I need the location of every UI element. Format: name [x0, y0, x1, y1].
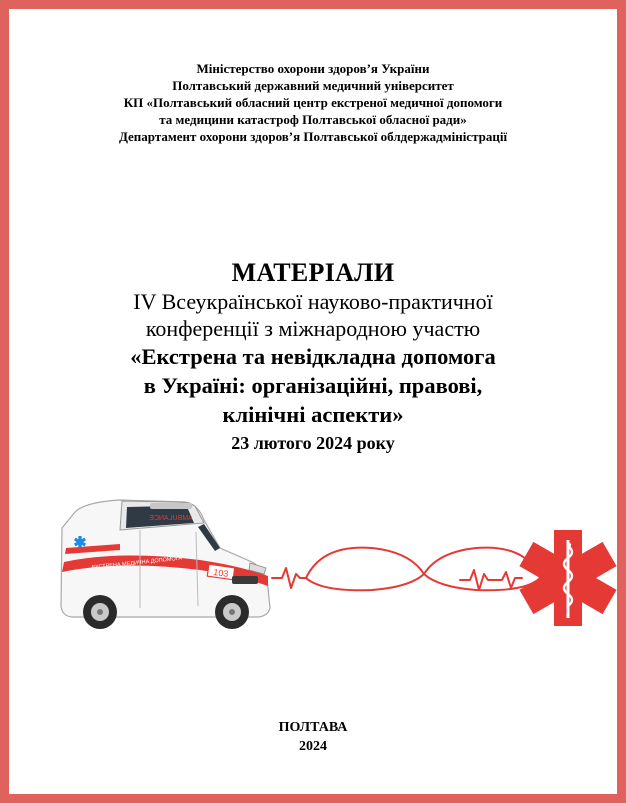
header-line-center: КП «Полтавський обласний центр екстреної медичної допомоги: [123, 95, 503, 110]
conference-line-2: конференції з міжнародною участю: [145, 316, 481, 341]
ambulance-number: 103: [212, 566, 229, 579]
header-line-center-cont: та медицини катастроф Полтавської обласної ради»: [159, 112, 467, 127]
publication-year: 2024: [299, 739, 327, 754]
conference-line-1: IV Всеукраїнської науково-практичної: [133, 289, 493, 314]
star-of-life-icon: [519, 530, 616, 626]
illustration: [0, 490, 626, 660]
publication-city: ПОЛТАВА: [278, 720, 348, 735]
footer: [0, 718, 626, 756]
header-line-department: Департамент охорони здоров’я Полтавської облдержадміністрації: [118, 129, 508, 144]
conference-theme-line-2: в Україні: організаційні, правові,: [143, 373, 483, 398]
page-title: МАТЕРІАЛИ: [231, 258, 395, 287]
ambulance-side-text: ЕКСТРЕНА МЕДИЧНА ДОПОМОГА: [91, 555, 183, 571]
title-block: [0, 258, 626, 455]
heartbeat-heart-graphic: [272, 548, 540, 591]
ambulance-image: [61, 500, 270, 629]
header-organizations: [0, 60, 626, 145]
header-line-ministry: Міністерство охорони здоров’я України: [196, 61, 430, 76]
header-line-university: Полтавський державний медичний університет: [172, 78, 454, 93]
conference-theme-line-3: клінічні аспекти»: [222, 402, 404, 427]
conference-theme-line-1: «Екстрена та невідкладна допомога: [130, 344, 496, 369]
ambulance-hood-text: AMBULANCE: [149, 515, 193, 522]
conference-date: 23 лютого 2024 року: [231, 433, 395, 453]
